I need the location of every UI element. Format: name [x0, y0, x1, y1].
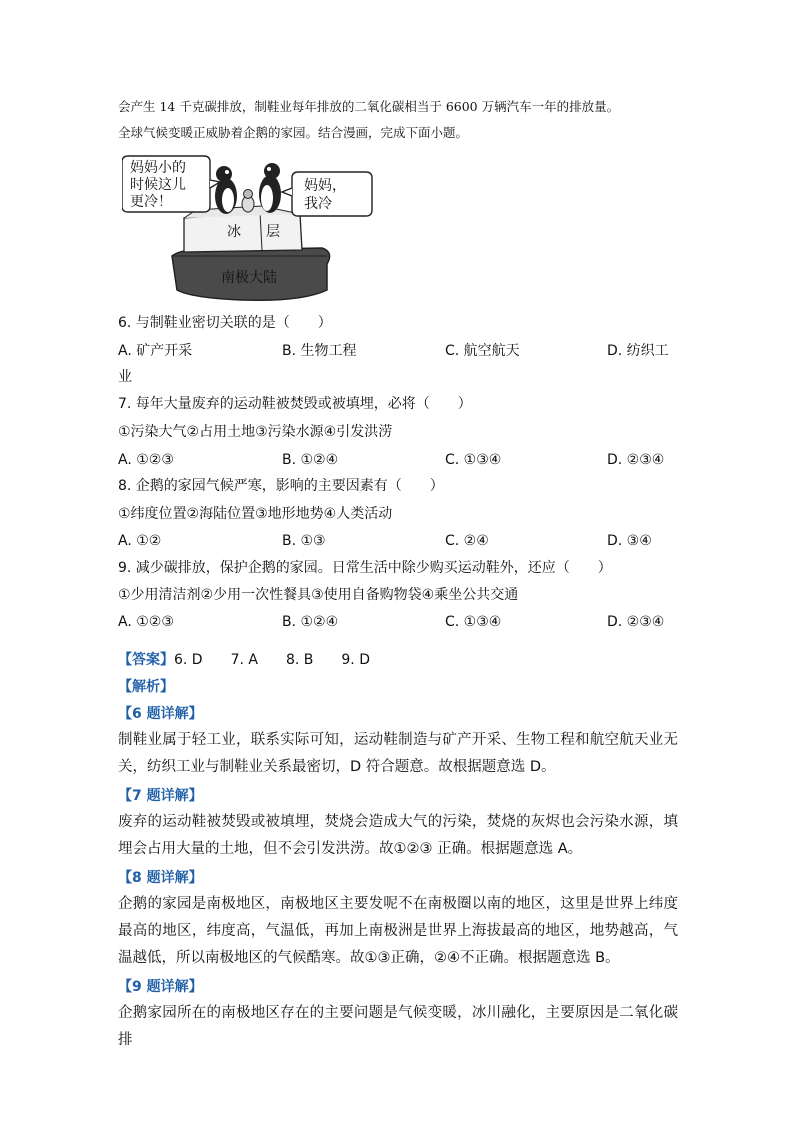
penguin-father — [259, 163, 281, 213]
q7-option-a: A. ①②③ — [118, 452, 174, 468]
detail-6-tag: 【6 题详解】 — [118, 706, 203, 722]
q7-option-c: C. ①③④ — [445, 452, 502, 468]
q8-stem: 8. 企鹅的家园气候严寒，影响的主要因素有（ ） — [118, 478, 444, 494]
q6-option-a: A. 矿产开采 — [118, 343, 193, 359]
q7-option-b: B. ①②④ — [282, 452, 339, 468]
q9-option-b: B. ①②④ — [282, 614, 339, 630]
penguin-cartoon — [122, 152, 374, 304]
q9-option-d: D. ②③④ — [607, 614, 665, 630]
bubble-right-line-1: 妈妈， — [304, 178, 346, 194]
q6-option-d: D. 纺织工 — [607, 343, 669, 359]
q7-stem: 7. 每年大量废弃的运动鞋被焚毁或被填埋，必将（ ） — [118, 396, 472, 412]
q8-option-d: D. ③④ — [607, 533, 652, 549]
penguin-mother — [215, 166, 237, 214]
q6-option-b: B. 生物工程 — [282, 343, 357, 359]
ice-label-left: 冰 — [227, 224, 241, 240]
detail-7-tag: 【7 题详解】 — [118, 788, 203, 804]
q6-option-c: C. 航空航天 — [445, 343, 520, 359]
penguin-chick — [242, 190, 254, 213]
q6-stem: 6. 与制鞋业密切关联的是（ ） — [118, 315, 332, 331]
ice-layer — [184, 206, 302, 252]
q7-option-d: D. ②③④ — [607, 452, 665, 468]
q9-sub: ①少用清洁剂②少用一次性餐具③使用自备购物袋④乘坐公共交通 — [118, 587, 519, 603]
q9-option-a: A. ①②③ — [118, 614, 174, 630]
detail-9-tag: 【9 题详解】 — [118, 979, 203, 995]
q7-sub: ①污染大气②占用土地③污染水源④引发洪涝 — [118, 424, 393, 440]
q8-option-b: B. ①③ — [282, 533, 326, 549]
q8-option-c: C. ②④ — [445, 533, 489, 549]
bubble-right-line-2: 我冷 — [304, 196, 332, 212]
detail-6-text: 制鞋业属于轻工业，联系实际可知，运动鞋制造与矿产开采、生物工程和航空航天业无关，纺织工业与制鞋业关系最密切，D 符合题意。故根据题意选 D。 — [118, 732, 678, 775]
q8-sub: ①纬度位置②海陆位置③地形地势④人类活动 — [118, 506, 393, 522]
answer-tag: 【答案】 — [118, 652, 174, 668]
detail-7-text: 废弃的运动鞋被焚毁或被填埋，焚烧会造成大气的污染，焚烧的灰烬也会污染水源，填埋会占用大量的土地，但不会引发洪涝。故①②③ 正确。根据题意选 A。 — [118, 814, 678, 857]
bubble-left-line-2: 时候这儿 — [130, 177, 186, 193]
answer-text: 6. D 7. A 8. B 9. D — [174, 652, 370, 668]
bubble-left-line-3: 更冷！ — [130, 194, 172, 210]
speech-bubble-left — [122, 156, 220, 212]
q9-stem: 9. 减少碳排放，保护企鹅的家园。日常生活中除少购买运动鞋外，还应（ ） — [118, 560, 612, 576]
land-label: 南极大陆 — [221, 270, 277, 286]
q8-option-a: A. ①② — [118, 533, 162, 549]
q6-option-d-wrap: 业 — [118, 369, 132, 385]
analysis-tag: 【解析】 — [118, 679, 174, 695]
detail-8-text: 企鹅的家园是南极地区，南极地区主要发呢不在南极圈以南的地区，这里是世界上纬度最高的地区，纬度高，气温低，再加上南极洲是世界上海拔最高的地区，地势越高，气温越低，所以南极地区的气候酷寒。故①③正确，②④不正确。根据题意选 B。 — [118, 896, 678, 966]
intro-line-2: 全球气候变暖正威胁着企鹅的家园。结合漫画，完成下面小题。 — [118, 125, 469, 140]
ice-label-right: 层 — [266, 224, 280, 240]
intro-line-1: 会产生 14 千克碳排放，制鞋业每年排放的二氧化碳相当于 6600 万辆汽车一年的排放量。 — [118, 99, 620, 114]
detail-8-tag: 【8 题详解】 — [118, 870, 203, 886]
detail-9-text: 企鹅家园所在的南极地区存在的主要问题是气候变暖，冰川融化，主要原因是二氧化碳排 — [118, 1005, 678, 1048]
q9-option-c: C. ①③④ — [445, 614, 502, 630]
antarctic-land — [172, 248, 330, 300]
bubble-left-line-1: 妈妈小的 — [130, 160, 186, 176]
speech-bubble-right — [282, 172, 372, 216]
answer-line — [118, 650, 370, 670]
